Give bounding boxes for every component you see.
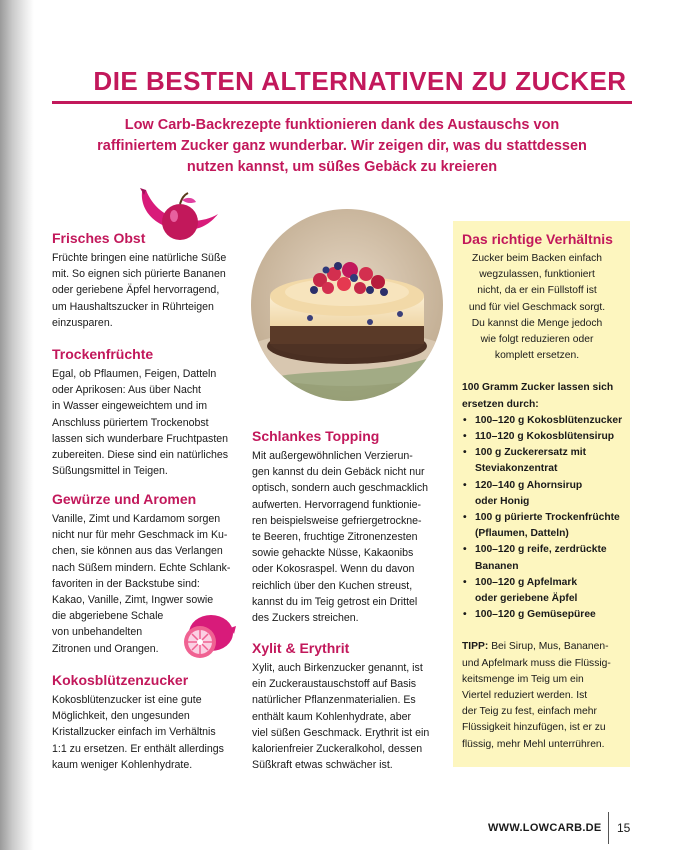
box-intro bbox=[462, 251, 612, 364]
footer-url[interactable]: WWW.LOWCARB.DE bbox=[488, 822, 602, 834]
text-line: te Beeren, fruchtige Zitronenzesten bbox=[252, 531, 418, 544]
text-line: und Apfelmark muss die Flüssig- bbox=[462, 657, 611, 669]
list-item: • 100–120 g Gemüsepüree bbox=[462, 607, 627, 623]
list-item: • 100–120 g reife, zerdrückte Bananen bbox=[462, 542, 627, 574]
text-line: kalorienfreier Zuckeralkohol, dessen bbox=[252, 743, 423, 756]
text-line: lassen sich wunderbare Fruchtpasten bbox=[52, 432, 229, 445]
text-line: reichlich über den Kuchen streust, bbox=[252, 579, 413, 592]
page-title: DIE BESTEN ALTERNATIVEN ZU ZUCKER bbox=[93, 66, 627, 96]
text-line: mit. So eignen sich pürierte Bananen bbox=[52, 268, 226, 281]
text-line: Zitronen und Orangen. bbox=[52, 642, 159, 655]
text-line: Flüssigkeit hinzufügen, ist er zu bbox=[462, 722, 606, 734]
text-line: 100 Gramm Zucker lassen sich bbox=[462, 382, 614, 394]
text-line: Zucker beim Backen einfach bbox=[472, 253, 602, 264]
list-item: • 110–120 g Kokosblütensirup bbox=[462, 429, 627, 445]
text-line: oder geriebene Äpfel hervorragend, bbox=[52, 284, 220, 297]
list-item: • 100–120 g Kokosblütenzucker bbox=[462, 413, 627, 429]
tip-label: TIPP: bbox=[462, 641, 489, 653]
text-line: oder Aprikosen: Aus über Nacht bbox=[52, 384, 201, 397]
text-line: einzusparen. bbox=[52, 316, 113, 329]
text-line: nicht, da er ein Füllstoff ist bbox=[477, 285, 597, 297]
text-line: Süßkraft etwas schwächer ist. bbox=[252, 759, 393, 772]
text-line: sowie gehackte Nüsse, Kakaonibs bbox=[252, 547, 414, 560]
text-line: ersetzen durch: bbox=[462, 398, 539, 410]
list-item: • 100 g pürierte Trockenfrüchte (Pflaumen, Datteln) bbox=[462, 510, 627, 542]
text-line: Früchte bringen eine natürliche Süße bbox=[52, 252, 227, 264]
section-coconut-sugar bbox=[52, 672, 252, 773]
list-item: • 100–120 g Apfelmark oder geriebene Äpfel bbox=[462, 575, 627, 607]
text-line: oder Kokosraspel. Wenn du davon bbox=[252, 563, 415, 576]
text-line: ren beispielsweise gefriergetrockne- bbox=[252, 514, 422, 527]
text-line: Bei Sirup, Mus, Bananen- bbox=[488, 641, 609, 653]
text-line: des Zuckers streichen. bbox=[252, 612, 359, 625]
list-item: • 100 g Zuckerersatz mit Steviakonzentrat bbox=[462, 445, 627, 477]
text-line: nicht nur für mehr Geschmack im Ku- bbox=[52, 529, 228, 542]
page-number: 15 bbox=[617, 821, 631, 835]
text-line: um Haushaltszucker in Rührteigen bbox=[52, 300, 214, 313]
text-line: keitsmenge im Teig um ein bbox=[462, 673, 584, 685]
text-line: chen, sie können aus das Verlangen bbox=[52, 545, 223, 558]
section-heading: Gewürze und Aromen bbox=[52, 491, 197, 507]
book-spine-shadow bbox=[0, 0, 34, 850]
text-line: flüssig, mehr Mehl unterrühren. bbox=[462, 738, 605, 750]
text-line: Möglichkeit, den ungesunden bbox=[52, 710, 190, 723]
replacement-list bbox=[462, 413, 627, 624]
text-line: die abgeriebene Schale bbox=[52, 610, 164, 623]
text-line: kannst du im Teig getrost ein Drittel bbox=[252, 595, 418, 608]
replacement-list-title bbox=[462, 380, 627, 412]
text-line: favoriten in der Backstube sind: bbox=[52, 577, 200, 590]
text-line: viel süßen Geschmack. Erythrit ist ein bbox=[252, 726, 430, 739]
intro-text: Low Carb-Backrezepte funktionieren dank des Austauschs von raffiniertem Zucker ganz wunderbar. Wir zeigen dir, was du stattdessen nutzen kannst, um süßes Gebäck zu kreieren bbox=[97, 117, 587, 175]
text-line: komplett ersetzen. bbox=[494, 350, 580, 362]
text-line: Du kannst die Menge jedoch bbox=[471, 317, 603, 329]
section-fresh-fruit bbox=[52, 230, 252, 331]
ratio-info-box bbox=[453, 221, 630, 767]
text-line: natürlicher Pflanzenmaterialien. Es bbox=[252, 694, 416, 707]
cheesecake-photo bbox=[250, 208, 444, 402]
title-divider bbox=[52, 101, 632, 104]
section-heading: Xylit & Erythrit bbox=[252, 640, 350, 656]
text-line: Egal, ob Pflaumen, Feigen, Datteln bbox=[52, 368, 217, 380]
text-line: Kristallzucker einfach im Verhältnis bbox=[52, 726, 216, 739]
text-line: gen kannst du dein Gebäck nicht nur bbox=[252, 466, 425, 479]
section-topping bbox=[252, 428, 448, 626]
text-line: Mit außergewöhnlichen Verzierun- bbox=[252, 450, 413, 462]
tip-text bbox=[462, 639, 627, 752]
text-line: wie folgt reduzieren oder bbox=[480, 334, 594, 346]
text-line: in Wasser eingeweichtem und im bbox=[52, 400, 208, 413]
text-line: wegzulassen, funktioniert bbox=[479, 269, 595, 281]
text-line: Kokosblütenzucker ist eine gute bbox=[52, 694, 202, 706]
text-line: von unbehandelten bbox=[52, 626, 143, 639]
text-line: der Teig zu fest, einfach mehr bbox=[462, 706, 597, 718]
box-heading: Das richtige Verhältnis bbox=[462, 231, 613, 247]
text-line: und für viel Geschmack sorgt. bbox=[468, 301, 606, 313]
footer-divider bbox=[608, 812, 609, 844]
section-heading: Trockenfrüchte bbox=[52, 346, 154, 362]
text-line: Xylit, auch Birkenzucker genannt, ist bbox=[252, 662, 423, 674]
text-line: Viertel reduziert werden. Ist bbox=[462, 690, 588, 702]
text-line: nach Süßem mindern. Echte Schlank- bbox=[52, 561, 231, 574]
text-line: Süßungsmittel in Teigen. bbox=[52, 465, 168, 478]
list-item: • 120–140 g Ahornsirup oder Honig bbox=[462, 478, 627, 510]
text-line: optisch, sondern auch geschmacklich bbox=[252, 482, 429, 495]
text-line: enthält kaum Kohlenhydrate, aber bbox=[252, 710, 412, 723]
section-xylitol bbox=[252, 640, 448, 773]
text-line: 1:1 zu ersetzen. Er enthält allerdings bbox=[52, 742, 224, 755]
text-line: ein Zuckeraustauschstoff auf Basis bbox=[252, 678, 417, 691]
text-line: Anschluss püriertem Trockenobst bbox=[52, 416, 209, 429]
lemon-icon bbox=[176, 610, 238, 662]
text-line: Vanille, Zimt und Kardamom sorgen bbox=[52, 513, 221, 525]
text-line: kaum weniger Kohlenhydrate. bbox=[52, 758, 193, 771]
section-heading: Frisches Obst bbox=[52, 230, 146, 246]
text-line: aufwerten. Hervorragend funktionie- bbox=[252, 498, 422, 511]
text-line: Kakao, Vanille, Zimt, Ingwer sowie bbox=[52, 594, 214, 607]
section-dried-fruit bbox=[52, 346, 252, 479]
section-heading: Kokosblützenzucker bbox=[52, 672, 189, 688]
text-line: zubereiten. Diese sind ein natürliches bbox=[52, 449, 229, 462]
section-heading: Schlankes Topping bbox=[252, 428, 380, 444]
